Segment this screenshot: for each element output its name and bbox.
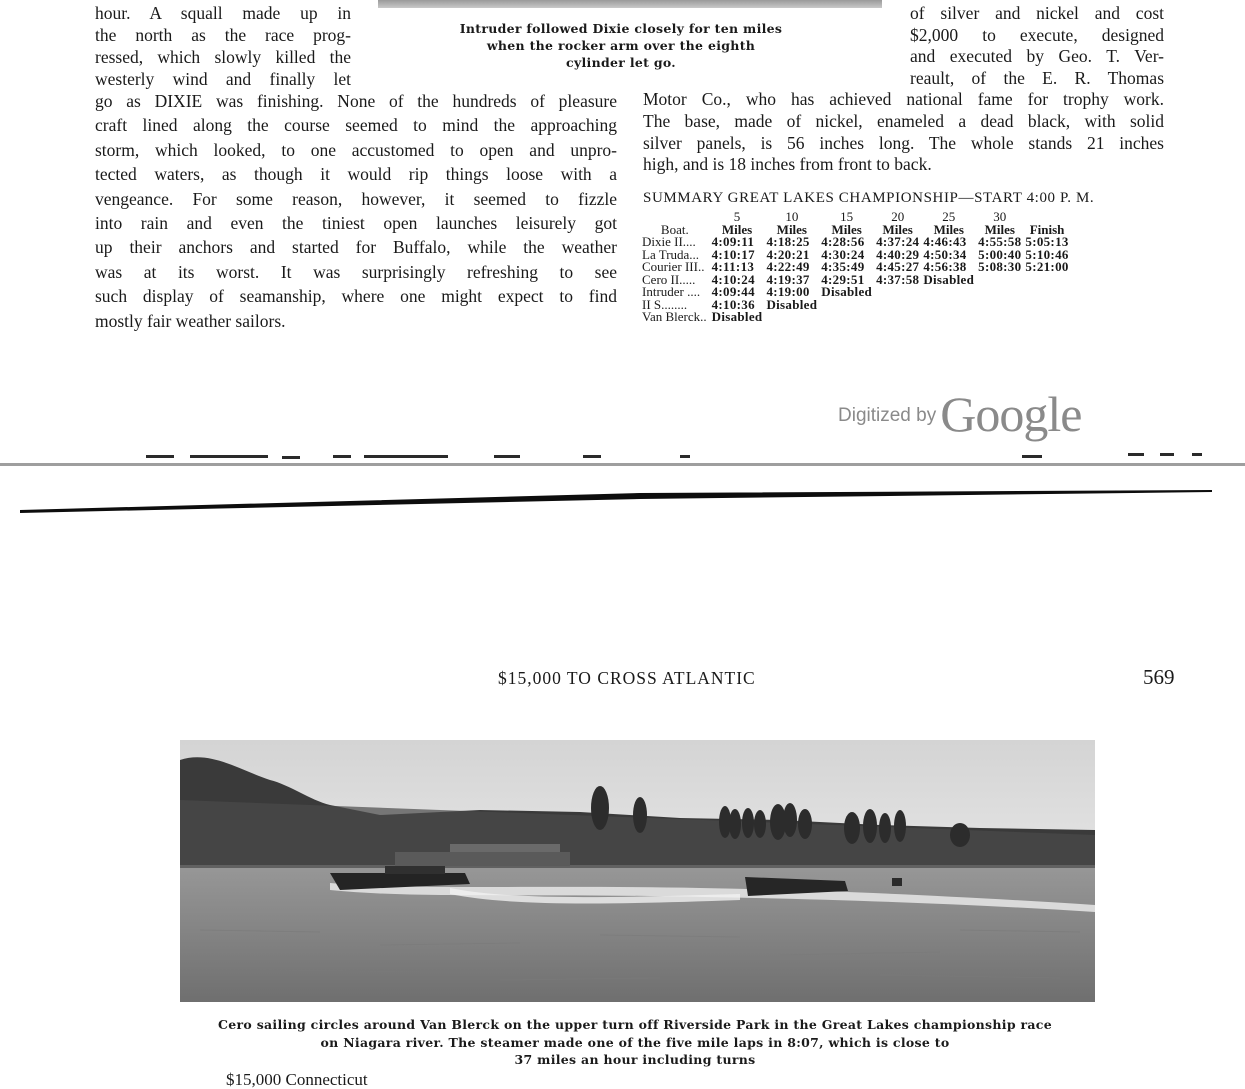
text-line: westerly wind and finally let bbox=[95, 69, 351, 89]
text-line: and executed by Geo. T. Ver- bbox=[910, 46, 1164, 66]
time-cell: Disabled bbox=[923, 271, 975, 287]
text-line: vengeance. For some reason, however, it seemed to fizzle bbox=[95, 188, 617, 209]
time-cell: 4:55:58 bbox=[978, 234, 1022, 249]
time-cell: 4:40:29 bbox=[876, 246, 920, 262]
time-cell bbox=[819, 311, 874, 324]
header-cell: 30 bbox=[993, 209, 1007, 224]
scan-artifact bbox=[1192, 453, 1202, 456]
time-cell: 5:00:40 bbox=[978, 246, 1022, 262]
time-cell: 4:37:58 bbox=[876, 271, 920, 287]
scan-artifact bbox=[282, 456, 300, 459]
time-cell bbox=[764, 311, 819, 324]
time-cell bbox=[1023, 311, 1070, 324]
header-cell: Miles bbox=[721, 221, 753, 237]
header-cell: Finish bbox=[1029, 221, 1065, 237]
caption-line: when the rocker arm over the eighth bbox=[486, 38, 756, 53]
cut-off-text-line: $15,000 Connecticut bbox=[226, 1070, 368, 1089]
time-cell: 4:10:36 bbox=[711, 296, 755, 312]
time-cell bbox=[874, 311, 921, 324]
text-line: Motor Co., who has achieved national fame for trophy work. bbox=[643, 89, 1164, 109]
running-head: $15,000 TO CROSS ATLANTIC bbox=[498, 668, 756, 688]
boat-name-cell: Intruder .... bbox=[642, 284, 701, 299]
time-cell bbox=[1023, 274, 1070, 287]
race-photo bbox=[180, 740, 1095, 1002]
caption-line: 37 miles an hour including turns bbox=[514, 1052, 756, 1067]
scan-artifact bbox=[190, 455, 268, 458]
caption-line: Intruder followed Dixie closely for ten miles bbox=[459, 21, 783, 36]
digitized-by-google-watermark bbox=[838, 385, 1081, 443]
page-number: 569 bbox=[1143, 665, 1175, 689]
text-line: craft lined along the course seemed to mind the approaching bbox=[95, 115, 617, 136]
summary-row bbox=[640, 311, 1071, 324]
time-cell: 4:37:24 bbox=[876, 234, 920, 249]
page-edge-shadow bbox=[20, 487, 1212, 515]
text-line: The base, made of nickel, enameled a dead black, with solid bbox=[643, 110, 1164, 131]
text-line: reault, of the E. R. Thomas bbox=[910, 67, 1164, 88]
time-cell: 5:10:46 bbox=[1025, 246, 1069, 262]
summary-row bbox=[640, 286, 1071, 299]
boat-name-cell: Courier III.. bbox=[642, 259, 705, 274]
time-cell: 4:09:44 bbox=[711, 284, 755, 299]
caption-line: cylinder let go. bbox=[566, 55, 676, 70]
text-line: of silver and nickel and cost bbox=[910, 3, 1164, 23]
boat-name-cell: II S........ bbox=[642, 296, 688, 312]
right-column-narrow-text bbox=[910, 3, 1164, 89]
text-line: mostly fair weather sailors. bbox=[95, 310, 286, 331]
boat-name-cell: Van Blerck.. bbox=[642, 309, 707, 324]
time-cell bbox=[874, 299, 921, 312]
watermark-prefix: Digitized by bbox=[838, 405, 937, 426]
time-cell: 4:19:37 bbox=[766, 271, 810, 287]
time-cell bbox=[976, 286, 1023, 299]
time-cell bbox=[976, 274, 1023, 287]
scan-artifact bbox=[583, 455, 601, 458]
text-line: was at its worst. It was surprisingly refreshing to see bbox=[95, 261, 617, 282]
header-cell: Boat. bbox=[660, 221, 689, 237]
summary-table bbox=[640, 211, 1071, 324]
header-cell: 5 bbox=[733, 209, 741, 224]
caption-line: on Niagara river. The steamer made one of the five mile laps in 8:07, which is close to bbox=[320, 1034, 950, 1050]
time-cell: Disabled bbox=[766, 296, 818, 312]
time-cell bbox=[874, 286, 921, 299]
header-cell: Miles bbox=[776, 221, 807, 237]
time-cell: 5:08:30 bbox=[978, 259, 1022, 274]
caption-line: Cero sailing circles around Van Blerck on the upper turn off Riverside Park in the Great Lakes championship race bbox=[218, 1017, 1052, 1032]
text-line: tected waters, as though it would rip things loose with a bbox=[95, 164, 617, 185]
time-cell bbox=[921, 311, 976, 324]
time-cell: 4:50:34 bbox=[923, 246, 967, 262]
page-divider bbox=[0, 463, 1245, 466]
scan-artifact bbox=[1022, 455, 1042, 458]
time-cell: 4:10:17 bbox=[711, 246, 755, 262]
header-cell: Miles bbox=[933, 221, 964, 237]
time-cell: 4:10:24 bbox=[711, 271, 755, 287]
header-cell: 10 bbox=[785, 209, 799, 224]
time-cell bbox=[976, 299, 1023, 312]
time-cell bbox=[976, 311, 1023, 324]
scan-artifact bbox=[680, 455, 690, 458]
text-line: storm, which looked, to one accustomed to open and unpro- bbox=[95, 139, 617, 160]
header-cell: 15 bbox=[840, 209, 854, 224]
left-column-body-text bbox=[95, 89, 617, 333]
scan-artifact bbox=[364, 455, 448, 458]
time-cell bbox=[819, 299, 874, 312]
time-cell: 5:05:13 bbox=[1025, 234, 1069, 249]
time-cell: Disabled bbox=[821, 284, 873, 299]
time-cell: 4:09:11 bbox=[711, 234, 755, 249]
top-photo-bottom-edge bbox=[378, 0, 882, 8]
scan-artifact bbox=[333, 455, 351, 458]
header-cell: Miles bbox=[831, 221, 862, 237]
text-line: high, and is 18 inches from front to back. bbox=[643, 154, 932, 175]
boat-name-cell: La Truda... bbox=[642, 246, 700, 262]
boat-name-cell: Dixie II.... bbox=[642, 234, 696, 249]
time-cell bbox=[1023, 286, 1070, 299]
time-cell: 4:20:21 bbox=[766, 246, 810, 262]
top-photo-caption bbox=[440, 20, 802, 71]
bottom-photo-caption bbox=[190, 1016, 1080, 1069]
left-column-narrow-text bbox=[95, 2, 351, 90]
text-line: up their anchors and started for Buffalo, while the weather bbox=[95, 237, 617, 258]
time-cell: Disabled bbox=[711, 309, 763, 324]
time-cell: 4:11:13 bbox=[711, 259, 755, 274]
scan-artifact bbox=[1160, 453, 1174, 456]
time-cell: 4:18:25 bbox=[766, 234, 810, 249]
time-cell: 4:30:24 bbox=[821, 246, 865, 262]
time-cell: 4:22:49 bbox=[766, 259, 810, 274]
text-line: the north as the race prog- bbox=[95, 25, 351, 45]
time-cell bbox=[921, 299, 976, 312]
summary-title: SUMMARY GREAT LAKES CHAMPIONSHIP—START 4:00 P. M. bbox=[643, 190, 1095, 206]
time-cell: 4:45:27 bbox=[876, 259, 920, 274]
right-column-body-text bbox=[643, 89, 1164, 176]
scan-artifact bbox=[146, 455, 174, 458]
boat-name-cell: Cero II..... bbox=[642, 271, 696, 287]
time-cell bbox=[921, 286, 976, 299]
header-cell: 25 bbox=[942, 209, 956, 224]
text-line: silver panels, is 56 inches long. The whole stands 21 inches bbox=[643, 132, 1164, 153]
text-line: ressed, which slowly killed the bbox=[95, 47, 351, 67]
text-line: go as DIXIE was finishing. None of the hundreds of pleasure bbox=[95, 91, 617, 111]
google-logo-text: Google bbox=[940, 386, 1082, 442]
time-cell: 4:46:43 bbox=[923, 234, 967, 249]
text-line: into rain and even the tiniest open launches leisurely got bbox=[95, 213, 617, 234]
time-cell: 4:29:51 bbox=[821, 271, 865, 287]
race-photo-image bbox=[180, 740, 1095, 1002]
time-cell: 4:56:38 bbox=[923, 259, 967, 274]
scan-artifact bbox=[1128, 453, 1144, 456]
scan-artifact bbox=[494, 455, 520, 458]
text-line: such display of seamanship, where one might expect to find bbox=[95, 286, 617, 307]
text-line: hour. A squall made up in bbox=[95, 3, 351, 23]
time-cell: 4:35:49 bbox=[821, 259, 865, 274]
header-cell: Miles bbox=[882, 221, 913, 237]
time-cell bbox=[1023, 299, 1070, 312]
header-cell: 20 bbox=[891, 209, 905, 224]
header-cell: Miles bbox=[984, 221, 1015, 237]
time-cell: 4:28:56 bbox=[821, 234, 865, 249]
time-cell: 4:19:00 bbox=[766, 284, 810, 299]
time-cell: 5:21:00 bbox=[1025, 259, 1069, 274]
text-line: $2,000 to execute, designed bbox=[910, 24, 1164, 45]
